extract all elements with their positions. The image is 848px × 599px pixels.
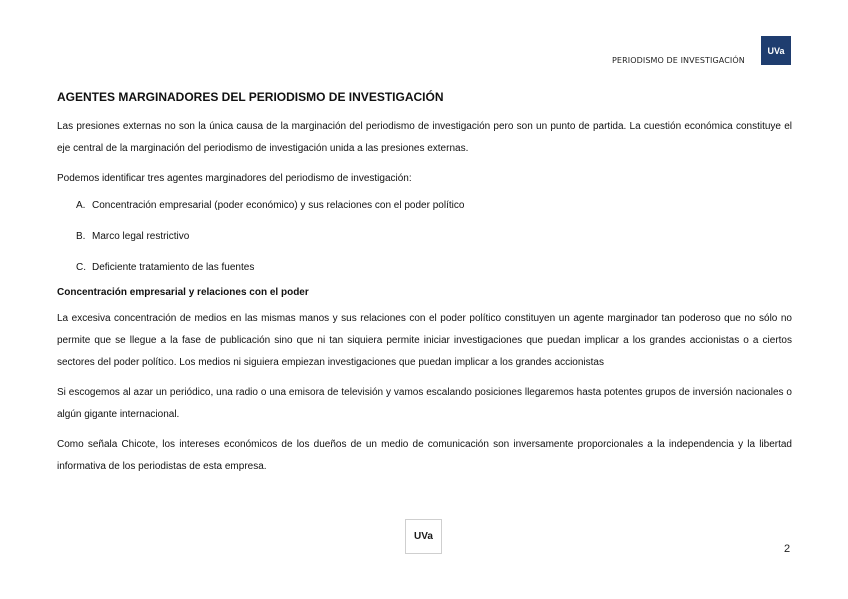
list-item-text: Concentración empresarial (poder económico) y sus relaciones con el poder político [92,200,465,211]
list-item [57,190,792,221]
list-item-text: Marco legal restrictivo [92,231,190,242]
document-title: AGENTES MARGINADORES DEL PERIODISMO DE INVESTIGACIÓN [57,90,444,104]
section-paragraph: Si escogemos al azar un periódico, una radio o una emisora de televisión y vamos escalando posiciones llegaremos hasta potentes grupos de inversión nacionales o algún gigante internacional. [57,387,792,420]
agents-intro-paragraph: Podemos identificar tres agentes marginadores del periodismo de investigación: [57,173,412,184]
list-item [57,252,792,283]
list-marker: C. [76,262,86,273]
uva-logo-header: UVa [761,36,791,65]
list-item [57,221,792,252]
section-paragraph: Como señala Chicote, los intereses económicos de los dueños de un medio de comunicación son inversamente proporcionales a la independencia y la libertad informativa de los periodistas de esta empresa. [57,439,792,472]
intro-paragraph: Las presiones externas no son la única causa de la marginación del periodismo de investigación pero son un punto de partida. La cuestión económica constituye el eje central de la marginación del periodismo de investigación unida a las presiones externas. [57,121,792,154]
agents-list [57,190,792,283]
section-paragraph: La excesiva concentración de medios en las mismas manos y sus relaciones con el poder político constituyen un agente marginador tan poderoso que no sólo no permite que se llegue a la fase de publicación sino que ni tan siquiera permite iniciar investigaciones que puedan implicar a los grandes accionistas o a ciertos sectores del poder político. Los medios ni siguiera empiezan investigaciones que puedan implicar a los grandes accionistas [57,313,792,368]
running-header-title: PERIODISMO DE INVESTIGACIÓN [612,56,745,65]
document-body [57,90,792,478]
list-item-text: Deficiente tratamiento de las fuentes [92,262,255,273]
uva-logo-footer: UVa [405,519,442,554]
list-marker: A. [76,200,86,211]
list-marker: B. [76,231,86,242]
page-number: 2 [784,543,791,555]
section-heading: Concentración empresarial y relaciones con el poder [57,287,309,298]
